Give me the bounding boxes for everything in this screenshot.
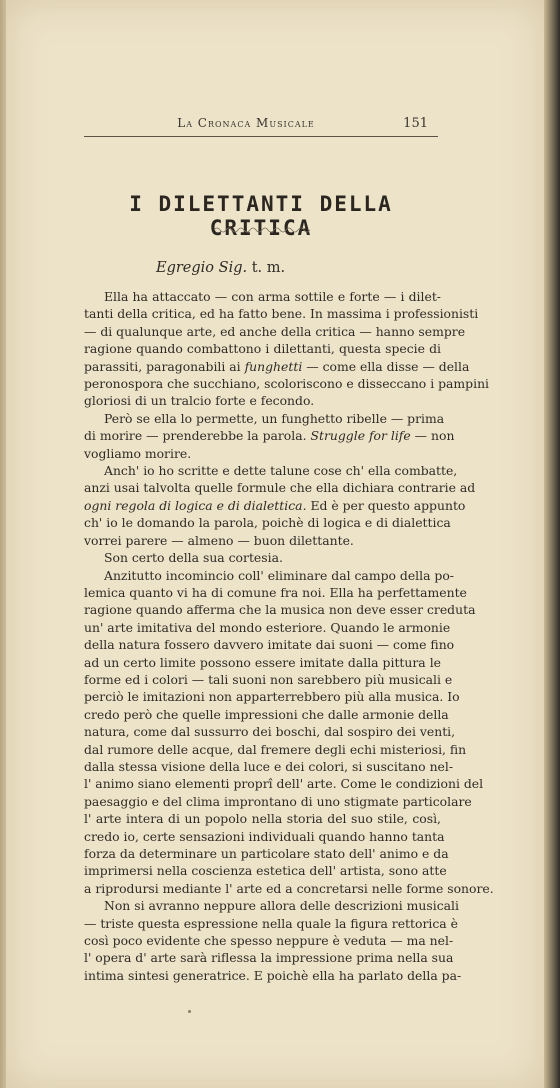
text-line: della natura fossero davvero imitate dai suoni — come fino — [84, 637, 455, 653]
text-line: un' arte imitativa del mondo esteriore. Quando le armonie — [84, 619, 451, 635]
text-line — [84, 427, 455, 444]
text-line: forza da determinare un particolare stato dell' animo e da — [84, 846, 449, 861]
text-line: Son certo della sua cortesia. — [104, 550, 283, 566]
page-number: 151 — [403, 116, 428, 131]
text-line: ch' io le domando la parola, poichè di logica e di dialettica — [84, 515, 451, 531]
text-line: — di qualunque arte, ed anche della critica — hanno sempre — [84, 323, 466, 339]
article-title: I DILETTANTI DELLA CRITICA — [129, 192, 393, 240]
italic-text: ogni regola di logica e di dialettica — [84, 497, 303, 513]
text-line: vogliamo morire. — [84, 445, 192, 461]
text-line: credo però che quelle impressioni che dalle armonie della — [84, 706, 449, 722]
text-line: dal rumore delle acque, dal fremere degli echi misteriosi, fin — [84, 741, 467, 757]
text-line: credo io, certe sensazioni individuali quando hanno tanta — [84, 828, 445, 844]
paper-speck — [188, 1010, 191, 1013]
text-line: ragione quando combattono i dilettanti, questa specie di — [84, 341, 441, 357]
text-line: l' animo siano elementi proprî dell' arte. Come le condizioni del — [84, 776, 484, 792]
running-header-title: La Cronaca Musicale — [177, 116, 315, 130]
header-rule — [84, 136, 438, 137]
text-line: Anch' io ho scritte e dette talune cose ch' ella combatte, — [104, 463, 458, 479]
text-line: Però se ella lo permette, un funghetto ribelle — prima — [104, 410, 445, 426]
text-segment: — come ella disse — della — [302, 358, 470, 374]
text-line: così poco evidente che spesso neppure è veduta — ma nel- — [84, 933, 454, 949]
text-line: Ella ha attaccato — con arma sottile e forte — i dilet- — [104, 289, 441, 304]
text-line: — triste questa espressione nella quale la figura rettorica è — [84, 915, 458, 931]
title-ornament — [214, 226, 310, 234]
salutation-italic: Egregio Sig. — [156, 260, 248, 276]
page-edge — [544, 0, 560, 1088]
text-segment: — non — [410, 428, 455, 444]
text-line: lemica quanto vi ha di comune fra noi. Ella ha perfettamente — [84, 584, 467, 600]
text-line: ad un certo limite possono essere imitate dalla pittura le — [84, 654, 441, 670]
text-segment: parassiti, paragonabili ai — [84, 358, 245, 374]
text-line: gloriosi di un tralcio forte e fecondo. — [84, 393, 315, 409]
text-line: l' opera d' arte sarà riflessa la impressione prima nella sua — [84, 950, 454, 966]
text-line: tanti della critica, ed ha fatto bene. In massima i professionisti — [84, 306, 479, 322]
text-line: intima sintesi generatrice. E poichè ella ha parlato della pa- — [84, 967, 462, 983]
running-header — [84, 116, 438, 136]
text-line: peronospora che succhiano, scoloriscono e disseccano i pampini — [84, 376, 490, 392]
text-line: a riprodursi mediante l' arte ed a concretarsi nelle forme sonore. — [84, 880, 494, 896]
salutation-rest: t. m. — [247, 260, 286, 276]
text-segment: di morire — prenderebbe la parola. — [84, 428, 311, 444]
text-line: Non si avranno neppure allora delle descrizioni musicali — [104, 898, 459, 914]
text-line: Anzitutto incomincio coll' eliminare dal campo della po- — [104, 567, 454, 583]
text-line: paesaggio e del clima improntano di uno stigmate particolare — [84, 793, 472, 809]
article-body — [84, 288, 494, 984]
text-line: natura, come dal sussurro dei boschi, dal sospiro dei venti, — [84, 724, 456, 740]
text-line: dalla stessa visione della luce e dei colori, si suscitano nel- — [84, 758, 454, 774]
text-line: l' arte intera di un popolo nella storia del suo stile, così, — [84, 811, 441, 827]
text-line: ragione quando afferma che la musica non deve esser creduta — [84, 602, 476, 618]
text-line: vorrei parere — almeno — buon dilettante. — [84, 532, 354, 548]
text-line: imprimersi nella coscienza estetica dell' artista, sono atte — [84, 863, 447, 879]
text-line: forme ed i colori — tali suoni non sarebbero più musicali e — [84, 671, 453, 687]
text-line: anzi usai talvolta quelle formule che ella dichiara contrarie ad — [84, 480, 476, 496]
text-line — [84, 497, 466, 514]
italic-text: Struggle for life — [310, 428, 411, 444]
text-line — [84, 358, 470, 375]
salutation — [156, 260, 285, 276]
text-segment: . Ed è per questo appunto — [302, 497, 466, 513]
text-line: perciò le imitazioni non apparterrebbero più alla musica. Io — [84, 689, 460, 705]
italic-text: funghetti — [244, 358, 303, 374]
